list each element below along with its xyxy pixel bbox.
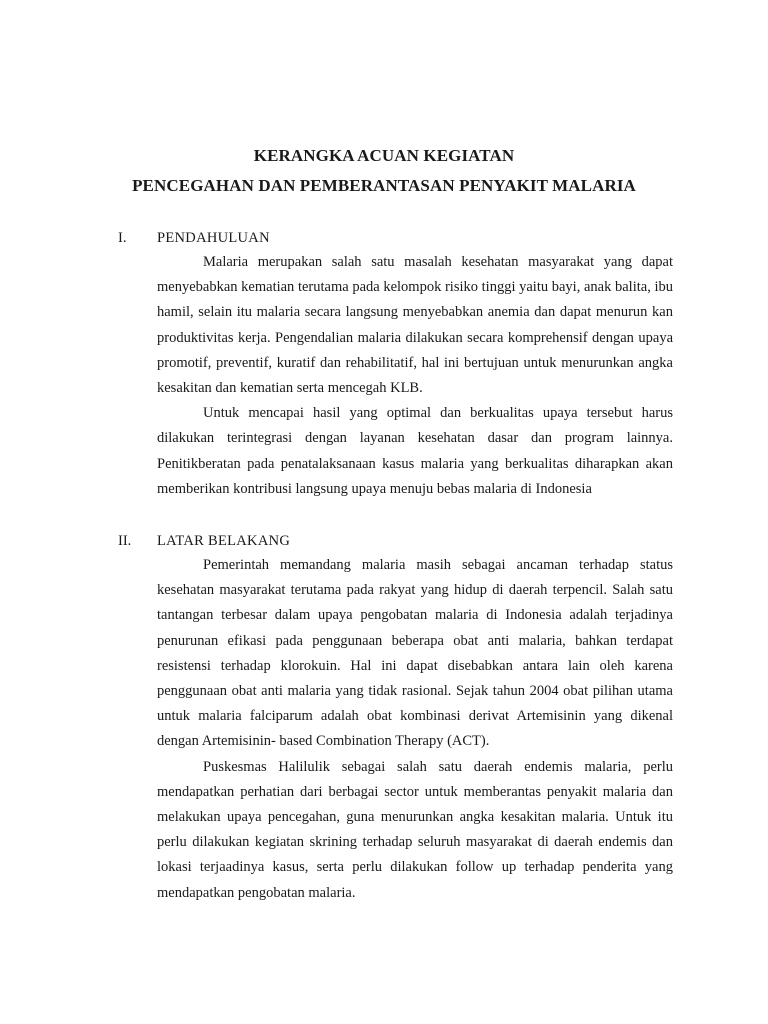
document-title-line-2: PENCEGAHAN DAN PEMBERANTASAN PENYAKIT MALARIA <box>132 176 636 195</box>
section-title: LATAR BELAKANG <box>157 533 291 549</box>
paragraph: Malaria merupakan salah satu masalah kesehatan masyarakat yang dapat menyebabkan kematian terutama pada kelompok risiko tinggi yaitu bayi, anak balita, ibu hamil, selain itu malaria secara langsung menyebabkan anemia dan dapat menurun kan produktivitas kerja. Pengendalian malaria dilakukan secara komprehensif dengan upaya promotif, preventif, kuratif dan rehabilitatif, hal ini bertujuan untuk menurunkan angka kesakitan dan kematian serta mencegah KLB. <box>157 254 673 397</box>
document-title-block <box>0 141 768 201</box>
section-title: PENDAHULUAN <box>157 230 270 246</box>
paragraph: Puskesmas Halilulik sebagai salah satu daerah endemis malaria, perlu mendapatkan perhatian dari berbagai sector untuk memberantas penyakit malaria dan melakukan upaya pencegahan, guna menurunkan angka kesakitan malaria. Untuk itu perlu dilakukan kegiatan skrining terhadap seluruh masyarakat di daerah endemis dan lokasi terjaadinya kasus, serta perlu dilakukan follow up terhadap penderita yang mendapatkan pengobatan malaria. <box>157 758 673 901</box>
section-heading <box>118 226 678 250</box>
section-pendahuluan <box>118 226 678 502</box>
section-number: II. <box>118 533 132 549</box>
document-title-line-1: KERANGKA ACUAN KEGIATAN <box>253 146 515 165</box>
section-heading <box>118 529 678 553</box>
paragraph: Untuk mencapai hasil yang optimal dan berkualitas upaya tersebut harus dilakukan terintegrasi dengan layanan kesehatan dasar dan program lainnya. Penitikberatan pada penatalaksanaan kasus malaria yang berkualitas diharapkan akan memberikan kontribusi langsung upaya menuju bebas malaria di Indonesia <box>157 405 673 497</box>
section-number: I. <box>118 230 127 246</box>
paragraph: Pemerintah memandang malaria masih sebagai ancaman terhadap status kesehatan masyarakat terutama pada rakyat yang hidup di daerah terpencil. Salah satu tantangan terbesar dalam upaya pengobatan malaria di Indonesia adalah terjadinya penurunan efikasi pada penggunaan beberapa obat anti malaria, bahkan terdapat resistensi terhadap klorokuin. Hal ini dapat disebabkan antara lain oleh karena penggunaan obat anti malaria yang tidak rasional. Sejak tahun 2004 obat pilihan utama untuk malaria falciparum adalah obat kombinasi derivat Artemisinin yang dikenal dengan Artemisinin- based Combination Therapy (ACT). <box>157 557 673 750</box>
section-latar-belakang <box>118 529 678 906</box>
